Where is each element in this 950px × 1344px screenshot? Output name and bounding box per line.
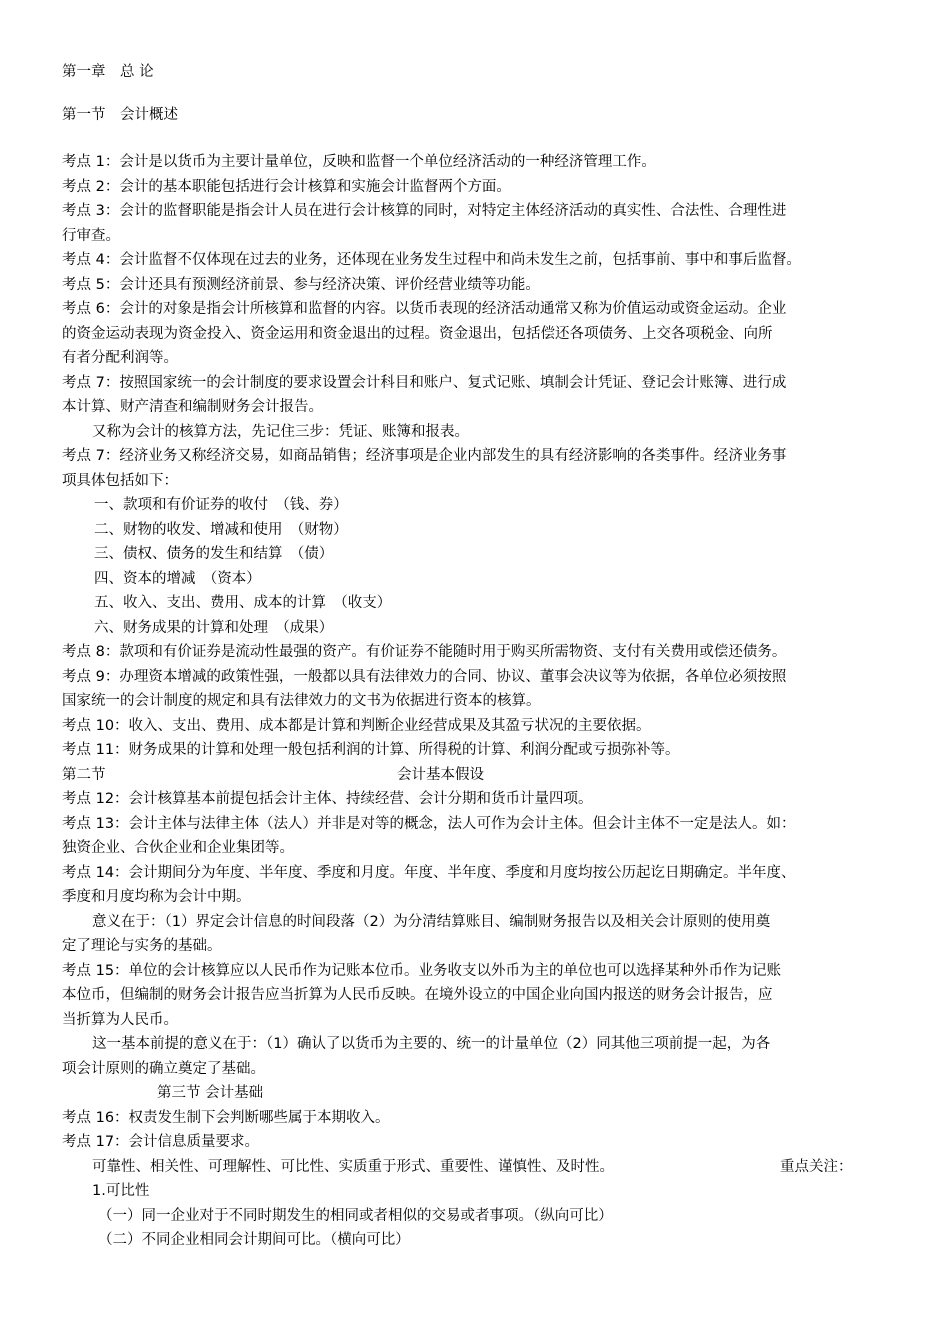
business-items-list bbox=[62, 493, 904, 640]
key-point-3-line-1: 考点 3：会计的监督职能是指会计人员在进行会计核算的同时，对特定主体经济活动的真实性、合法性、合理性进 bbox=[62, 203, 787, 219]
key-point-1: 考点 1：会计是以货币为主要计量单位，反映和监督一个单位经济活动的一种经济管理工作。 bbox=[62, 154, 656, 170]
section-2-heading bbox=[62, 763, 904, 788]
key-point-5: 考点 5：会计还具有预测经济前景、参与经济决策、评价经营业绩等功能。 bbox=[62, 276, 540, 293]
key-point-14-line-1: 考点 14：会计期间分为年度、半年度、季度和月度。年度、半年度、季度和月度均按公历起讫日期确定。半年度、 bbox=[62, 864, 796, 881]
key-point-7a-line-1: 考点 7：按照国家统一的会计制度的要求设置会计科目和账户、复式记账、填制会计凭证、登记会计账簿、进行成 bbox=[62, 374, 787, 391]
key-point-14-line-2: 季度和月度均称为会计中期。 bbox=[62, 889, 251, 905]
comparability-heading: 1.可比性 bbox=[92, 1183, 150, 1199]
key-point-6-line-1: 考点 6：会计的对象是指会计所核算和监督的内容。以货币表现的经济活动通常又称为价值运动或资金运动。企业 bbox=[62, 301, 787, 317]
key-point-6-line-2: 的资金运动表现为资金投入、资金运用和资金退出的过程。资金退出，包括偿还各项债务、上交各项税金、向所 bbox=[62, 325, 773, 342]
comparability-item-1: （一）同一企业对于不同时期发生的相同或者相似的交易或者事项。（纵向可比） bbox=[98, 1207, 613, 1224]
key-point-7a-note: 又称为会计的核算方法，先记住三步：凭证、账簿和报表。 bbox=[92, 423, 469, 440]
key-point-17: 考点 17：会计信息质量要求。 bbox=[62, 1134, 260, 1150]
key-point-15-line-3: 当折算为人民币。 bbox=[62, 1011, 178, 1028]
key-point-9-line-2: 国家统一的会计制度的规定和具有法律效力的文书为依据进行资本的核算。 bbox=[62, 693, 541, 709]
key-point-16: 考点 16：权责发生制下会判断哪些属于本期收入。 bbox=[62, 1109, 390, 1126]
key-point-13-line-2: 独资企业、合伙企业和企业集团等。 bbox=[62, 840, 294, 856]
key-point-6-line-3: 有者分配利润等。 bbox=[62, 350, 178, 366]
key-point-15-line-2: 本位币，但编制的财务会计报告应当折算为人民币反映。在境外设立的中国企业向国内报送的财务会计报告，应 bbox=[62, 987, 773, 1003]
list-item: 六、财务成果的计算和处理 （成果） bbox=[94, 619, 334, 636]
focus-label: 重点关注： bbox=[780, 1158, 853, 1175]
chapter-title: 第一章 总 论 bbox=[62, 64, 154, 80]
key-point-15-note-line-2: 项会计原则的确立奠定了基础。 bbox=[62, 1060, 265, 1077]
comparability-item-2: （二）不同企业相同会计期间可比。（横向可比） bbox=[98, 1232, 410, 1248]
key-point-4: 考点 4：会计监督不仅体现在过去的业务，还体现在业务发生过程中和尚未发生之前，包括事前、事中和事后监督。 bbox=[62, 252, 801, 268]
document-page bbox=[62, 60, 904, 1253]
list-item: 二、财物的收发、增减和使用 （财物） bbox=[94, 521, 348, 538]
list-item: 一、款项和有价证券的收付 （钱、券） bbox=[94, 497, 348, 513]
key-point-15-line-1: 考点 15：单位的会计核算应以人民币作为记账本位币。业务收支以外币为主的单位也可以选择某种外币作为记账 bbox=[62, 962, 782, 979]
key-point-11: 考点 11：财务成果的计算和处理一般包括利润的计算、所得税的计算、利润分配或亏损弥补等。 bbox=[62, 742, 680, 758]
key-point-15-note-line-1: 这一基本前提的意义在于：（1）确认了以货币为主要的、统一的计量单位（2）同其他三项前提一起，为各 bbox=[92, 1036, 771, 1052]
section-title: 第一节 会计概述 bbox=[62, 106, 178, 123]
quality-requirements: 可靠性、相关性、可理解性、可比性、实质重于形式、重要性、谨慎性、及时性。 bbox=[92, 1158, 614, 1175]
key-point-9-line-1: 考点 9：办理资本增减的政策性强，一般都以具有法律效力的合同、协议、董事会决议等为依据，各单位必须按照 bbox=[62, 668, 787, 685]
section-2-label: 第二节 bbox=[62, 766, 106, 783]
key-point-7b-line-1: 考点 7：经济业务又称经济交易，如商品销售；经济事项是企业内部发生的具有经济影响的各类事件。经济业务事 bbox=[62, 448, 787, 464]
key-point-7a-line-2: 本计算、财产清查和编制财务会计报告。 bbox=[62, 399, 323, 415]
key-point-2: 考点 2：会计的基本职能包括进行会计核算和实施会计监督两个方面。 bbox=[62, 178, 511, 195]
key-point-8: 考点 8：款项和有价证券是流动性最强的资产。有价证券不能随时用于购买所需物资、支付有关费用或偿还债务。 bbox=[62, 644, 787, 660]
section-2-title: 会计基本假设 bbox=[397, 766, 484, 783]
key-point-14-note-line-2: 定了理论与实务的基础。 bbox=[62, 938, 222, 954]
list-item: 三、债权、债务的发生和结算 （债） bbox=[94, 546, 334, 562]
section-3-title: 第三节 会计基础 bbox=[157, 1085, 264, 1101]
key-point-3-line-2: 行审查。 bbox=[62, 227, 120, 244]
list-item: 四、资本的增减 （资本） bbox=[94, 570, 261, 587]
key-point-12: 考点 12：会计核算基本前提包括会计主体、持续经营、会计分期和货币计量四项。 bbox=[62, 791, 593, 807]
key-point-7b-line-2: 项具体包括如下： bbox=[62, 472, 178, 489]
key-point-10: 考点 10：收入、支出、费用、成本都是计算和判断企业经营成果及其盈亏状况的主要依据。 bbox=[62, 717, 651, 734]
list-item: 五、收入、支出、费用、成本的计算 （收支） bbox=[94, 595, 392, 611]
quality-requirements-line bbox=[62, 1155, 904, 1180]
key-point-14-note-line-1: 意义在于：（1）界定会计信息的时间段落（2）为分清结算账目、编制财务报告以及相关会计原则的使用奠 bbox=[92, 913, 771, 930]
key-point-13-line-1: 考点 13：会计主体与法律主体（法人）并非是对等的概念，法人可作为会计主体。但会计主体不一定是法人。如： bbox=[62, 815, 796, 832]
